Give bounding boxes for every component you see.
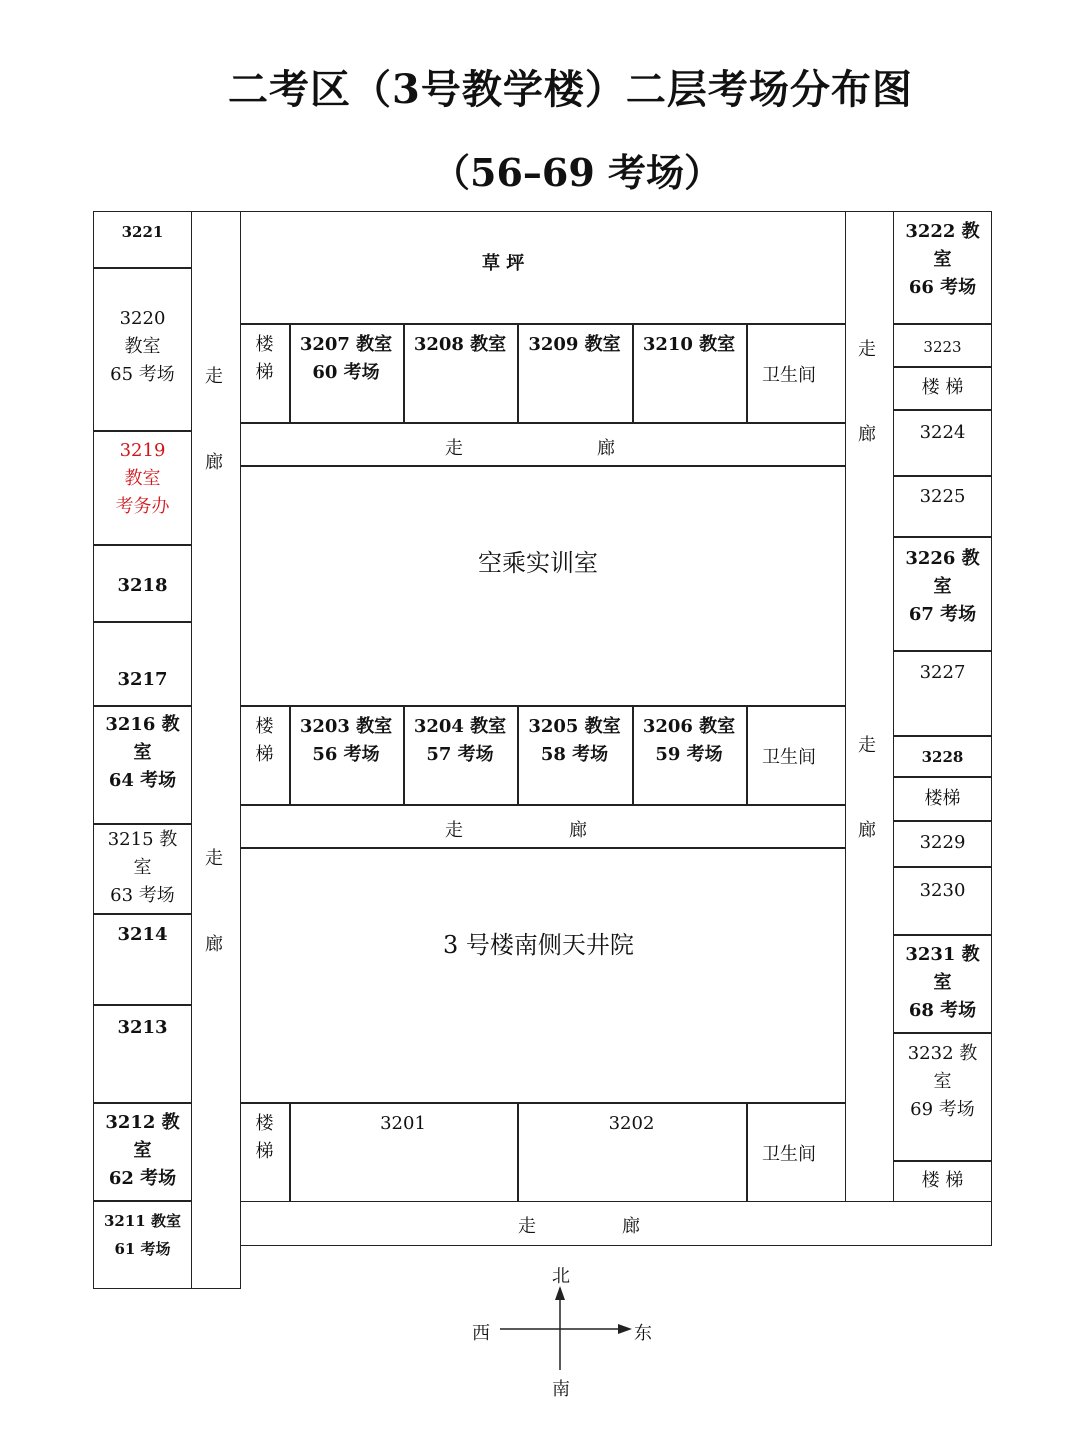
west-room [93,1207,192,1263]
south-corridor [240,1201,992,1246]
east-room-line: 3222 教 [905,221,980,242]
corridor-label-zou: 走 [205,366,223,387]
east-room [893,218,992,302]
east-room-line: 66 考场 [908,277,977,298]
east-room [893,941,992,1025]
east-room [893,1167,992,1195]
east-room-line: 3226 教 [905,548,980,569]
east-room [893,333,992,361]
east-room-line: 楼 梯 [921,1170,964,1191]
corridor-label-zou: 走 [858,735,876,756]
corridor-label-lang: 廊 [858,820,876,841]
east-room-line: 室 [933,576,952,597]
east-room [893,829,992,857]
west-room-line: 3221 [121,223,164,241]
east-room [893,659,992,687]
classroom-line: 3210 教室 [642,334,736,355]
courtyard-label: 3 号楼南侧天井院 [443,931,634,959]
west-room [93,711,192,795]
corridor-label-zou: 走 [445,438,463,459]
west-room [93,1014,192,1042]
east-arrow-icon [618,1324,632,1334]
compass-west: 西 [472,1323,490,1344]
east-room [893,483,992,511]
east-room [893,785,992,813]
compass-east: 东 [634,1323,652,1344]
west-room-line: 3219 [119,440,166,461]
corridor-label-zou: 走 [858,339,876,360]
classroom-line: 60 考场 [312,362,380,383]
restroom: 卫生间 [762,365,816,386]
compass-north: 北 [552,1266,570,1287]
east-room-line: 69 考场 [910,1099,975,1120]
east-room-line: 3227 [919,662,966,683]
corridor-label-zou: 走 [445,820,463,841]
west-room-line: 3214 [117,924,168,945]
classroom-line: 3207 教室 [299,334,393,355]
east-room-line: 3224 [919,422,966,443]
west-room-line: 65 考场 [110,364,175,385]
corridor-label-lang: 廊 [622,1216,640,1237]
east-room-line: 3225 [919,486,966,507]
west-room [93,921,192,949]
stairwell [240,331,289,387]
classroom-line: 3209 教室 [528,334,621,355]
classroom [632,713,746,769]
north-arrow-icon [555,1286,565,1300]
east-room [893,877,992,905]
east-room-line: 室 [933,1071,952,1092]
classroom [517,713,632,769]
east-room-line: 室 [933,972,952,993]
corridor-label-zou: 走 [205,848,223,869]
corridor-label-lang: 廊 [858,424,876,445]
stairwell [240,1110,289,1166]
corridor-label-lang: 廊 [597,438,615,459]
east-room-line: 3230 [919,880,966,901]
classroom-line: 58 考场 [540,744,609,765]
east-room-line: 68 考场 [908,1000,977,1021]
stair-label: 梯 [255,362,274,383]
classroom-line: 3204 教室 [413,716,507,737]
page-title: 二考区（3号教学楼）二层考场分布图 [228,66,913,113]
west-room-line: 3217 [117,669,168,690]
west-room-line: 64 考场 [108,770,177,791]
east-room-line: 楼 梯 [921,377,964,398]
lawn-label: 草 坪 [482,253,525,274]
compass-south: 南 [552,1379,570,1400]
restroom: 卫生间 [762,1144,816,1165]
west-room-line: 3218 [117,575,168,596]
classroom: 3201 [380,1113,426,1134]
corridor-label-lang: 廊 [205,452,223,473]
classroom [289,713,403,769]
page-subtitle: （56–69 考场） [432,150,722,195]
west-room-line: 考务办 [115,496,170,517]
west-room-line: 61 考场 [114,1240,171,1258]
west-room [93,218,192,246]
classroom [403,331,517,359]
classroom [517,331,632,359]
west-room-line: 3215 教 [107,829,178,850]
stairwell [240,713,289,769]
east-room-line: 3223 [923,338,962,356]
corridor-label-lang: 廊 [569,820,587,841]
east-room-line: 3232 教 [907,1043,978,1064]
west-room [93,437,192,521]
west-room-line: 3213 [117,1017,168,1038]
east-room-line: 3231 教 [905,944,980,965]
corridor-label-zou: 走 [518,1216,536,1237]
west-room-line: 教室 [124,468,161,489]
classroom-line: 3203 教室 [299,716,393,737]
classroom-line: 57 考场 [426,744,494,765]
east-room [893,374,992,402]
east-room-line: 67 考场 [908,604,977,625]
classroom: 3202 [608,1113,655,1134]
corridor-label-lang: 廊 [205,934,223,955]
west-room-line: 教室 [124,336,161,357]
classroom-line: 56 考场 [312,744,380,765]
classroom [403,713,517,769]
west-room [93,1109,192,1193]
west-room [93,666,192,694]
east-room-line: 3229 [919,832,966,853]
classroom [632,331,746,359]
east-room-line: 室 [933,249,952,270]
stair-label: 楼 [255,334,274,355]
stair-label: 楼 [255,1113,274,1134]
stair-label: 楼 [255,716,274,737]
training-room-label: 空乘实训室 [478,549,598,577]
east-room-line: 3228 [921,748,964,766]
west-room-line: 室 [133,742,152,763]
stair-label: 梯 [255,744,274,765]
classroom-line: 3205 教室 [528,716,621,737]
west-room-line: 62 考场 [108,1168,177,1189]
classroom-line: 59 考场 [655,744,723,765]
west-room-line: 3212 教 [105,1112,180,1133]
classroom [289,331,403,387]
west-room-line: 63 考场 [110,885,175,906]
stair-label: 梯 [255,1141,274,1162]
east-room [893,545,992,629]
west-room [93,826,192,910]
east-room [893,1040,992,1124]
west-room-line: 3216 教 [105,714,180,735]
west-room-line: 室 [133,857,152,878]
east-room [893,419,992,447]
east-room-line: 楼梯 [924,788,961,809]
restroom: 卫生间 [762,747,816,768]
classroom-line: 3208 教室 [413,334,507,355]
west-room-line: 室 [133,1140,152,1161]
classroom-line: 3206 教室 [642,716,736,737]
west-room-line: 3211 教室 [104,1212,181,1230]
east-room [893,743,992,771]
west-room-line: 3220 [119,308,166,329]
west-room [93,305,192,389]
west-room [93,572,192,600]
